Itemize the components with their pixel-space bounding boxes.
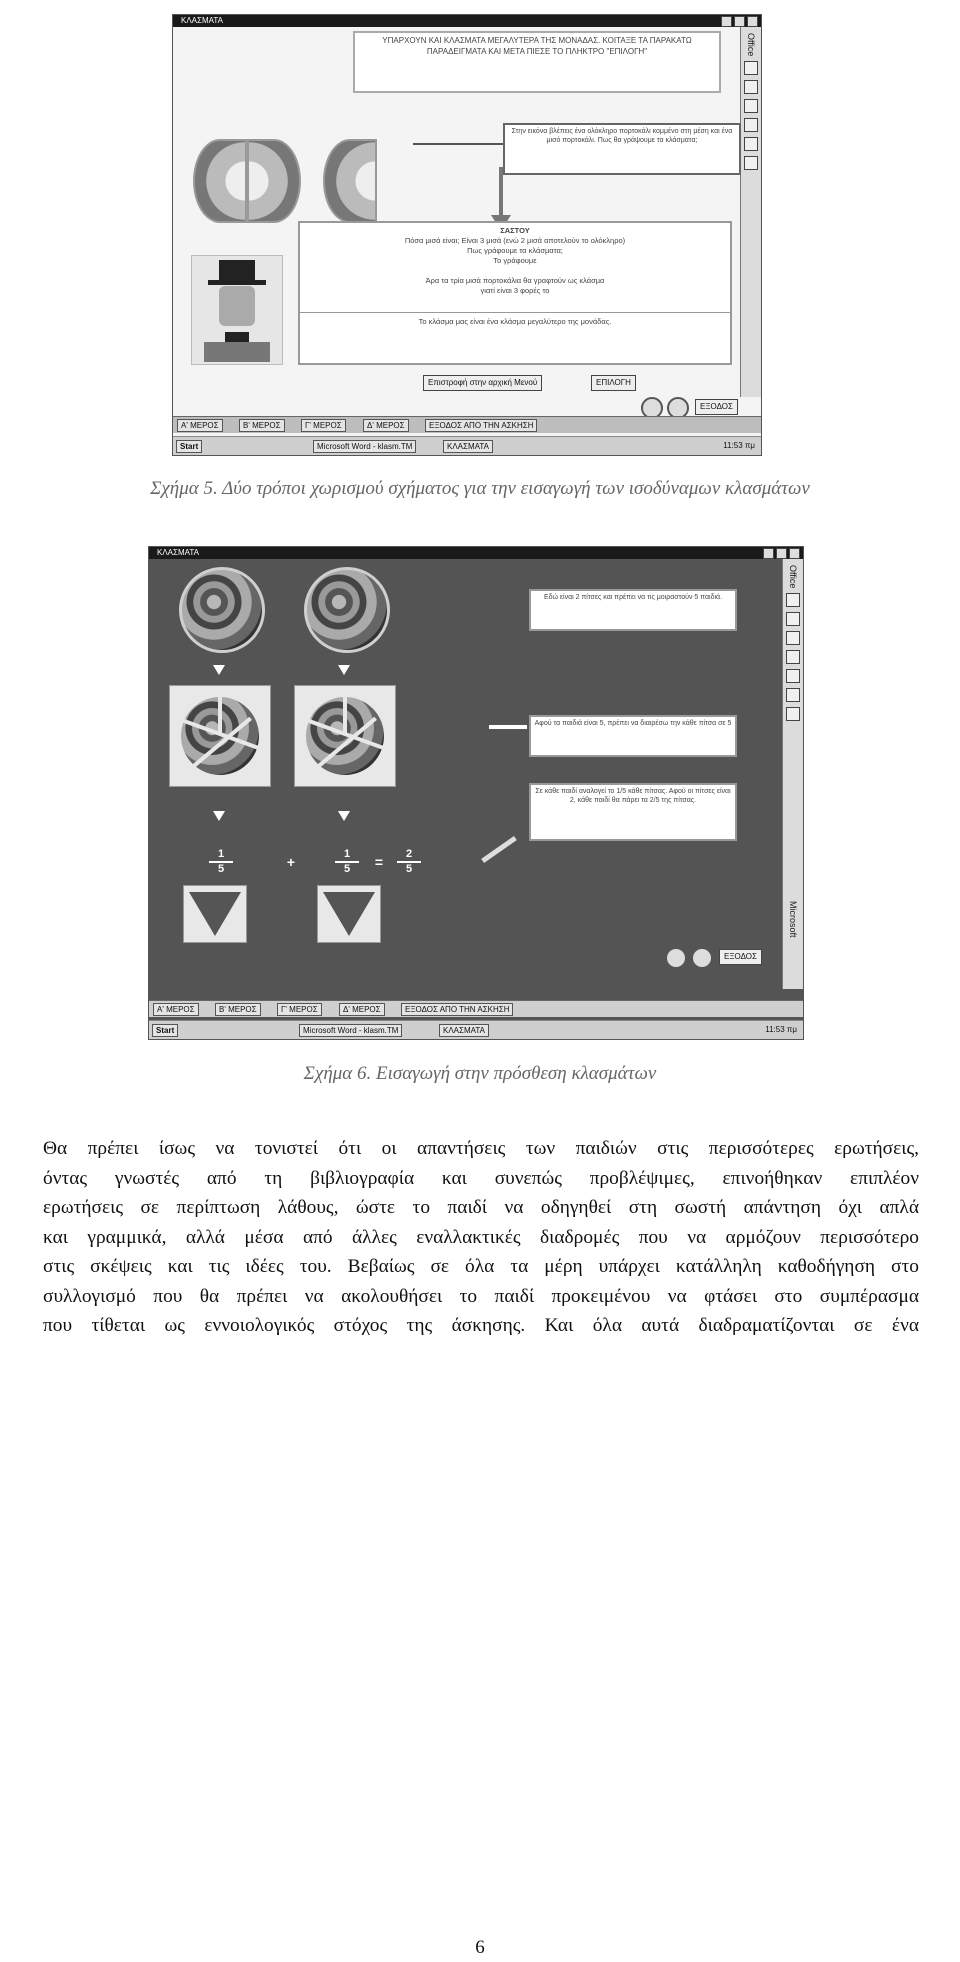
window-titlebar <box>173 15 761 27</box>
face <box>219 286 255 326</box>
note-two-pizzas: Εδώ είναι 2 πίτσες και πρέπει να τις μοιραστούν 5 παιδιά. <box>529 589 737 631</box>
start-button[interactable]: Start <box>152 1024 178 1037</box>
box-line: γιατί είναι 3 φορές το <box>480 286 550 295</box>
pizza-split-2 <box>294 685 396 787</box>
box-divider <box>300 312 730 313</box>
taskbar-clock: 11:53 πμ <box>723 441 755 450</box>
close-button[interactable] <box>789 548 800 559</box>
office-label: Office <box>746 33 756 57</box>
prev-round-button[interactable] <box>665 947 687 969</box>
shoulders <box>204 342 270 362</box>
denominator: 5 <box>405 863 413 875</box>
office-tool-icon[interactable] <box>744 118 758 132</box>
slice-card-1 <box>183 885 247 943</box>
maximize-button[interactable] <box>734 16 745 27</box>
taskbar <box>173 436 761 455</box>
taskbar <box>149 1020 803 1039</box>
tab-part-b[interactable]: Β' ΜΕΡΟΣ <box>215 1003 261 1016</box>
orange-half-single <box>323 139 377 223</box>
box-line: Πόσα μισά είναι; Είναι 3 μισά (ενώ 2 μισά αποτελούν το ολόκληρο) <box>404 236 626 245</box>
window-title: ΚΛΑΣΜΑΤΑ <box>181 16 223 25</box>
box-title: ΣΑΣΤΟΥ <box>500 226 530 235</box>
pizza-slice-icon <box>189 892 241 936</box>
office-tool-icon[interactable] <box>786 631 800 645</box>
minimize-button[interactable] <box>763 548 774 559</box>
denominator: 5 <box>343 863 351 875</box>
hint-note: Στην εικόνα βλέπεις ένα ολόκληρο πορτοκάλι κομμένο στη μέση και ένα μισό πορτοκάλι. Πως θα γράψουμε τα κλάσματα; <box>503 123 741 175</box>
hat-brim <box>208 280 266 285</box>
office-tool-icon[interactable] <box>744 156 758 170</box>
select-button[interactable]: ΕΠΙΛΟΓΗ <box>591 375 636 391</box>
taskbar-word[interactable]: Microsoft Word - klasm.TM <box>313 440 416 453</box>
window-controls <box>721 16 758 27</box>
pizza-whole-1 <box>179 567 265 653</box>
office-toolbar <box>740 27 761 397</box>
orange-half-right <box>247 139 301 223</box>
office-tool-icon[interactable] <box>786 650 800 664</box>
office-toolbar <box>782 559 803 989</box>
fraction-2 <box>335 849 359 875</box>
numerator: 1 <box>343 848 351 860</box>
pizza-whole-2 <box>304 567 390 653</box>
window-title: ΚΛΑΣΜΑΤΑ <box>157 548 199 557</box>
office-tool-icon[interactable] <box>786 707 800 721</box>
box-line: Πως γράφουμε τα κλάσματα; <box>467 246 563 255</box>
paragraph-line: Θα πρέπει ίσως να τονιστεί ότι οι απαντήσεις των παιδιών στις περισσότερες ερωτήσεις, <box>43 1138 919 1159</box>
office-tool-icon[interactable] <box>744 137 758 151</box>
paragraph-line: ερωτήσεις σε περίπτωση λάθους, ώστε το παιδί να οδηγηθεί στη σωστή απάντηση όχι απλά <box>43 1197 919 1218</box>
numerator: 1 <box>217 848 225 860</box>
window-titlebar <box>149 547 803 559</box>
tab-part-a[interactable]: Α' ΜΕΡΟΣ <box>177 419 223 432</box>
office-tool-icon[interactable] <box>744 99 758 113</box>
arrow-down-icon <box>338 811 350 821</box>
arrow-down-icon <box>338 665 350 675</box>
office-tool-icon[interactable] <box>744 80 758 94</box>
paragraph-line: και γραμμικά, αλλά μέσα από άλλες εναλλακτικές διαδρομές που να αρμόζουν περισσότερο <box>43 1226 919 1248</box>
tab-part-d[interactable]: Δ' ΜΕΡΟΣ <box>363 419 409 432</box>
office-tool-icon[interactable] <box>744 61 758 75</box>
figure-6-caption: Σχήμα 6. Εισαγωγή στην πρόσθεση κλασμάτων <box>303 1063 657 1084</box>
orange-half-left <box>193 139 247 223</box>
cut-line <box>343 692 347 734</box>
slice-card-2 <box>317 885 381 943</box>
fraction-1 <box>209 849 233 875</box>
arrow-left-line <box>413 143 503 145</box>
paragraph-line: όντας γνωστές από τη βιβλιογραφία και συνεπώς προβλέψιμες, επινοήθηκαν επιπλέον <box>43 1167 919 1189</box>
equals-sign: = <box>374 854 384 870</box>
box-line: Άρα τα τρία μισά πορτοκάλια θα γραφτούν ως κλάσμα <box>425 276 605 285</box>
figure-6-screenshot <box>148 546 804 1040</box>
instruction-header: ΥΠΑΡΧΟΥΝ ΚΑΙ ΚΛΑΣΜΑΤΑ ΜΕΓΑΛΥΤΕΡΑ ΤΗΣ ΜΟΝΑΔΑΣ. ΚΟΙΤΑΞΕ ΤΑ ΠΑΡΑΚΑΤΩ ΠΑΡΑΔΕΙΓΜΑΤΑ ΚΑΙ ΜΕΤΑ ΠΙΕΣΕ ΤΟ ΠΛΗΚΤΡΟ "ΕΠΙΛΟΓΗ" <box>353 31 721 93</box>
exit-button[interactable]: ΕΞΟΔΟΣ <box>695 399 738 415</box>
start-button[interactable]: Start <box>176 440 202 453</box>
taskbar-app[interactable]: ΚΛΑΣΜΑΤΑ <box>439 1024 489 1037</box>
arrow-down-icon <box>213 811 225 821</box>
taskbar-app[interactable]: ΚΛΑΣΜΑΤΑ <box>443 440 493 453</box>
tab-exit-exercise[interactable]: ΕΞΟΔΟΣ ΑΠΟ ΤΗΝ ΑΣΚΗΣΗ <box>425 419 537 432</box>
taskbar-word[interactable]: Microsoft Word - klasm.TM <box>299 1024 402 1037</box>
taskbar-clock: 11:53 πμ <box>765 1025 797 1034</box>
paragraph-line: που τίθεται ως εννοιολογικός στόχος της άσκησης. Και όλα αυτά διαδραματίζονται σε ένα <box>43 1315 919 1336</box>
cut-line <box>218 692 222 734</box>
note-divide-five: Αφού τα παιδιά είναι 5, πρέπει να διαιρέσω την κάθε πίτσα σε 5 <box>529 715 737 757</box>
window-controls <box>763 548 800 559</box>
tab-exit-exercise[interactable]: ΕΞΟΔΟΣ ΑΠΟ ΤΗΝ ΑΣΚΗΣΗ <box>401 1003 513 1016</box>
pizza-slice-icon <box>323 892 375 936</box>
part-tabs <box>173 416 761 433</box>
paragraph-line: στις σκέψεις και τις ιδέες του. Βεβαίως σε όλα τα μέρη υπάρχει κατάλληλη καθοδήγηση στο <box>43 1256 919 1277</box>
figure-5-caption: Σχήμα 5. Δύο τρόποι χωρισμού σχήματος για την εισαγωγή των ισοδύναμων κλασμάτων <box>150 478 810 499</box>
box-line: Το γράφουμε <box>493 256 537 265</box>
next-round-button[interactable] <box>691 947 713 969</box>
page-number: 6 <box>475 1937 485 1958</box>
hat-icon <box>219 260 255 282</box>
note-each-child: Σε κάθε παιδί αναλογεί το 1/5 κάθε πίτσας. Αφού οι πίτσες είναι 2, κάθε παιδί θα πάρει τα 2/5 της πίτσας. <box>529 783 737 841</box>
fraction-3 <box>397 849 421 875</box>
microsoft-label: Microsoft <box>788 901 798 938</box>
minimize-button[interactable] <box>721 16 732 27</box>
office-tool-icon[interactable] <box>786 669 800 683</box>
teacher-character <box>191 255 283 365</box>
arrow-diagonal-icon <box>481 836 517 863</box>
office-tool-icon[interactable] <box>786 612 800 626</box>
arrow-left-icon <box>489 725 527 729</box>
pizza-split-1 <box>169 685 271 787</box>
plus-sign: + <box>286 854 296 870</box>
office-label: Office <box>788 565 798 589</box>
exit-button[interactable]: ΕΞΟΔΟΣ <box>719 949 762 965</box>
office-tool-icon[interactable] <box>786 688 800 702</box>
paragraph-line: συλλογισμό που θα πρέπει να ακολουθήσει το παιδί προκειμένου να φτάσει στο συμπέρασμα <box>43 1285 919 1307</box>
close-button[interactable] <box>747 16 758 27</box>
arrow-down-line <box>499 167 503 217</box>
tab-part-c[interactable]: Γ' ΜΕΡΟΣ <box>277 1003 322 1016</box>
maximize-button[interactable] <box>776 548 787 559</box>
bowtie-icon <box>225 332 249 342</box>
body-paragraph <box>43 1134 919 1341</box>
numerator: 2 <box>405 848 413 860</box>
figure-5-screenshot <box>172 14 762 456</box>
tab-part-d[interactable]: Δ' ΜΕΡΟΣ <box>339 1003 385 1016</box>
office-tool-icon[interactable] <box>786 593 800 607</box>
explanation-box <box>298 221 732 365</box>
box-bottom: Το κλάσμα μας είναι ένα κλάσμα μεγαλύτερο της μονάδας. <box>418 317 612 326</box>
part-tabs <box>149 1000 803 1017</box>
tab-part-b[interactable]: Β' ΜΕΡΟΣ <box>239 419 285 432</box>
denominator: 5 <box>217 863 225 875</box>
tab-part-c[interactable]: Γ' ΜΕΡΟΣ <box>301 419 346 432</box>
arrow-down-icon <box>213 665 225 675</box>
tab-part-a[interactable]: Α' ΜΕΡΟΣ <box>153 1003 199 1016</box>
back-to-menu-button[interactable]: Επιστροφή στην αρχική Μενού <box>423 375 542 391</box>
